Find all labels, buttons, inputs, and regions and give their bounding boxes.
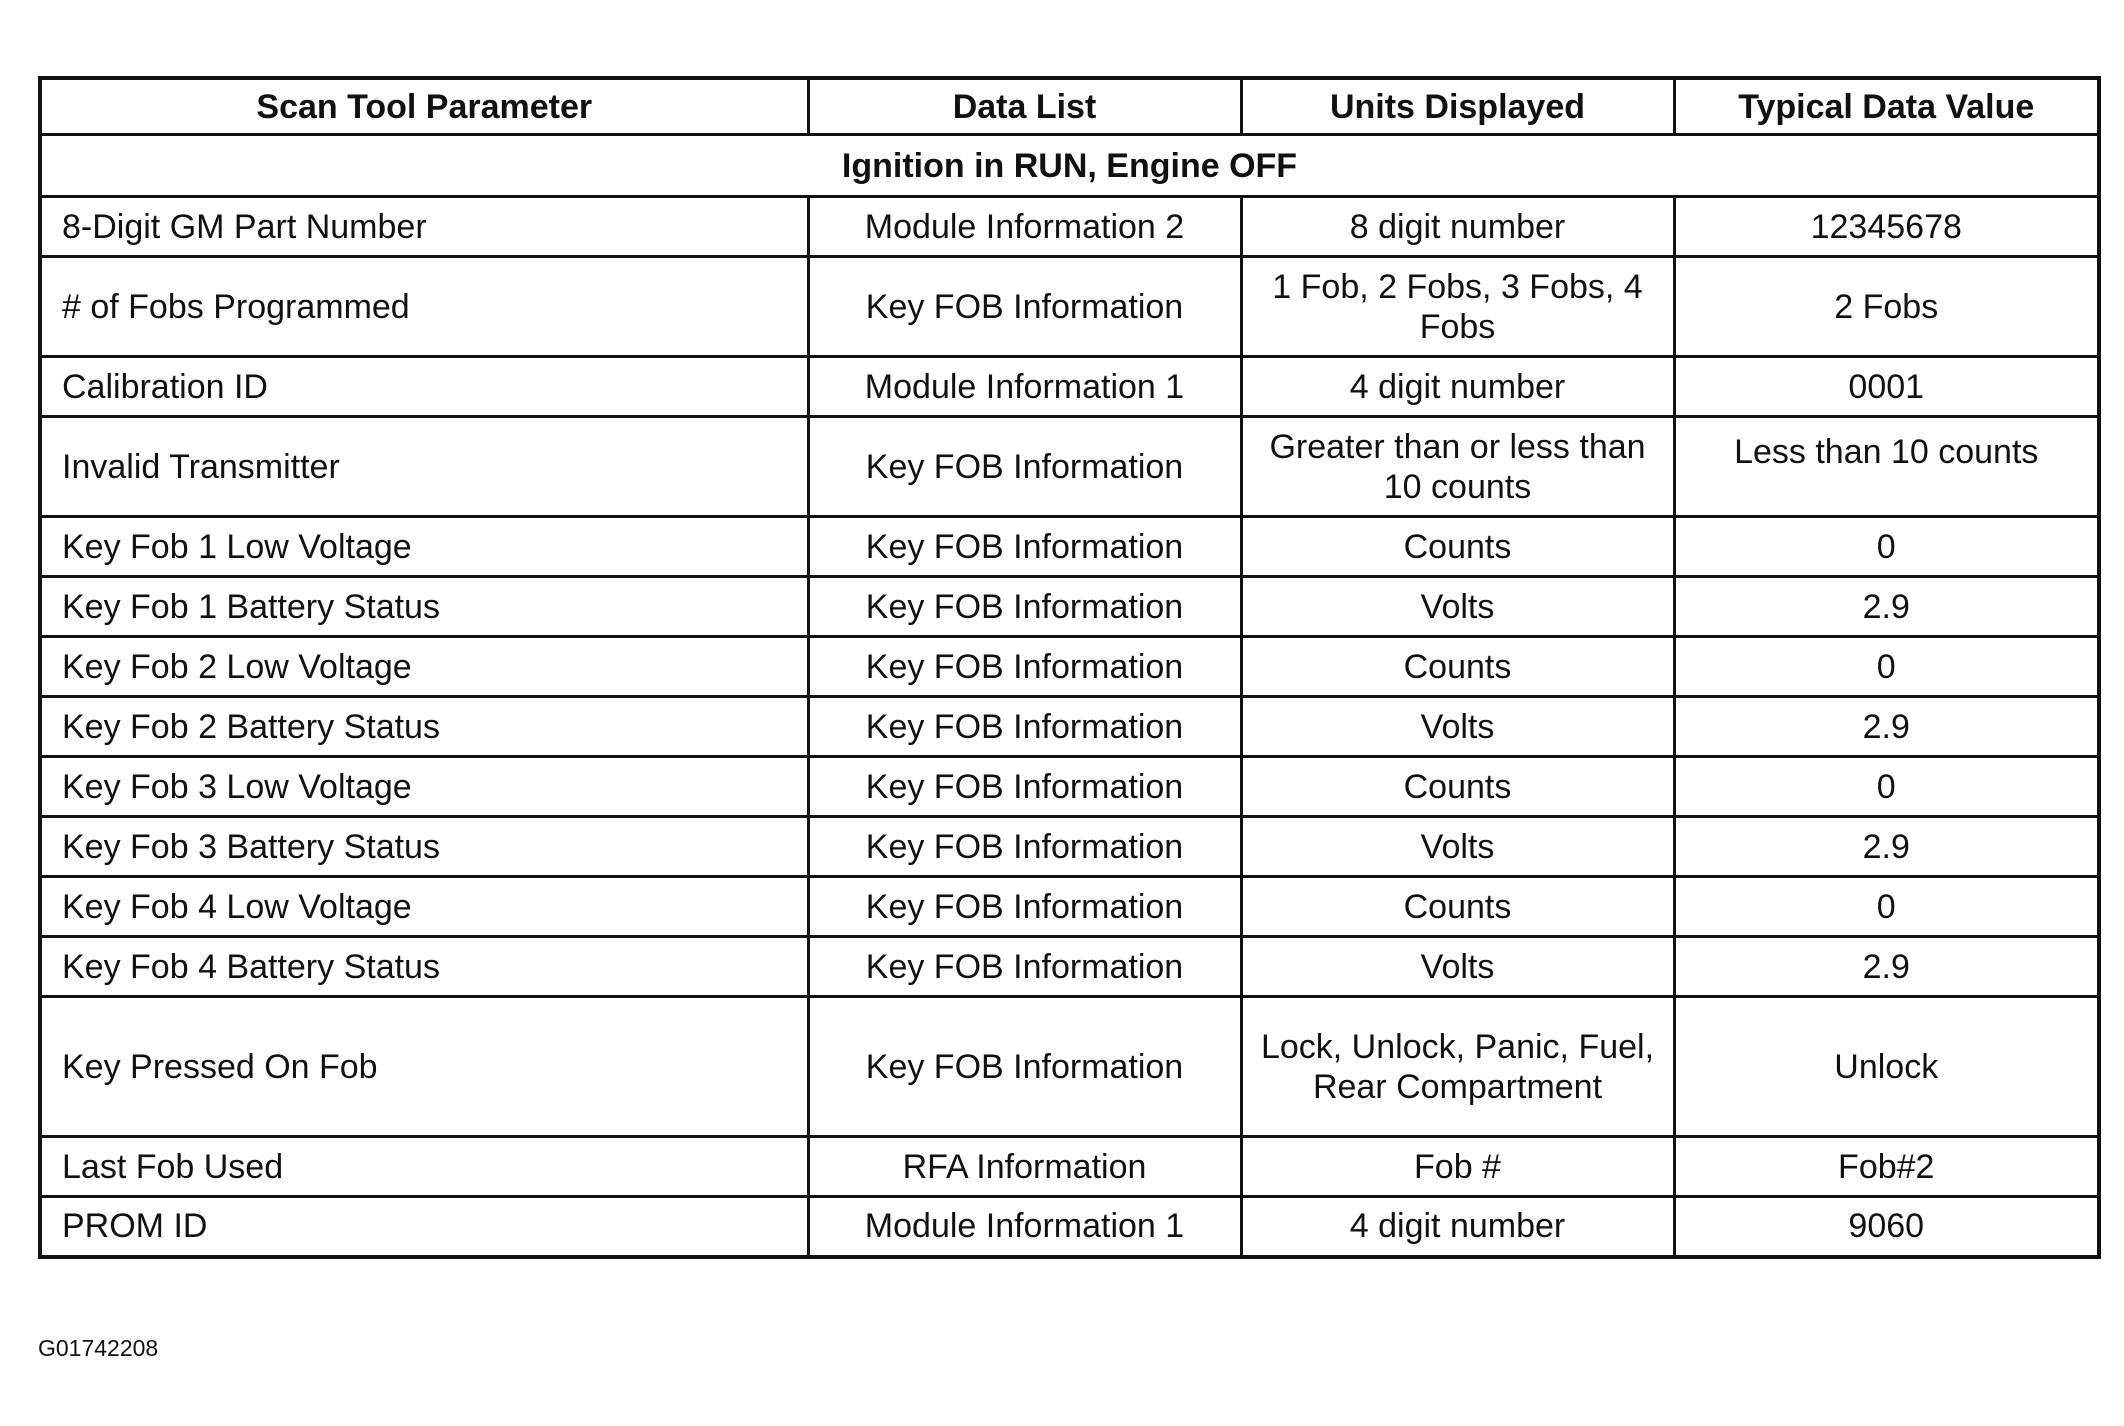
cell-parameter: # of Fobs Programmed [40,257,808,357]
cell-units: 4 digit number [1241,357,1674,417]
cell-typical-value: Unlock [1674,997,2099,1137]
header-typical-data-value: Typical Data Value [1674,78,2099,135]
cell-data-list: Key FOB Information [808,417,1241,517]
cell-units: Greater than or less than 10 counts [1241,417,1674,517]
cell-parameter: Calibration ID [40,357,808,417]
cell-units: 1 Fob, 2 Fobs, 3 Fobs, 4 Fobs [1241,257,1674,357]
cell-typical-value: 0 [1674,877,2099,937]
cell-units: Volts [1241,817,1674,877]
cell-data-list: Key FOB Information [808,997,1241,1137]
cell-units: Counts [1241,757,1674,817]
table-row [40,817,2099,877]
table-row [40,1137,2099,1197]
table-row [40,257,2099,357]
cell-data-list: Key FOB Information [808,637,1241,697]
cell-parameter: Key Fob 1 Battery Status [40,577,808,637]
cell-parameter: Key Fob 2 Battery Status [40,697,808,757]
cell-data-list: Key FOB Information [808,877,1241,937]
cell-parameter: Key Fob 2 Low Voltage [40,637,808,697]
cell-units: Volts [1241,577,1674,637]
table-row [40,357,2099,417]
cell-typical-value: 2 Fobs [1674,257,2099,357]
cell-parameter: Key Fob 3 Battery Status [40,817,808,877]
cell-units: Lock, Unlock, Panic, Fuel, Rear Compartment [1241,997,1674,1137]
cell-parameter: Key Fob 4 Low Voltage [40,877,808,937]
table-row [40,1197,2099,1257]
table-row [40,757,2099,817]
cell-parameter: Key Fob 4 Battery Status [40,937,808,997]
cell-parameter: Last Fob Used [40,1137,808,1197]
cell-data-list: Module Information 1 [808,1197,1241,1257]
table-row [40,417,2099,517]
section-title: Ignition in RUN, Engine OFF [40,135,2099,197]
cell-typical-value: 0001 [1674,357,2099,417]
cell-units: Fob # [1241,1137,1674,1197]
cell-typical-value: Less than 10 counts [1674,417,2099,517]
cell-data-list: Key FOB Information [808,937,1241,997]
table-row [40,517,2099,577]
table-row [40,937,2099,997]
cell-typical-value: 2.9 [1674,937,2099,997]
table-row [40,197,2099,257]
table-row [40,877,2099,937]
header-scan-tool-parameter: Scan Tool Parameter [40,78,808,135]
cell-parameter: 8-Digit GM Part Number [40,197,808,257]
section-row [40,135,2099,197]
table-row [40,697,2099,757]
figure-id-label: G01742208 [38,1335,159,1361]
cell-data-list: Key FOB Information [808,577,1241,637]
cell-data-list: Key FOB Information [808,757,1241,817]
cell-parameter: Key Pressed On Fob [40,997,808,1137]
table-header-row [40,78,2099,135]
table-row [40,997,2099,1137]
cell-units: Counts [1241,877,1674,937]
cell-data-list: Module Information 1 [808,357,1241,417]
cell-data-list: Key FOB Information [808,697,1241,757]
cell-typical-value: 2.9 [1674,697,2099,757]
cell-units: 8 digit number [1241,197,1674,257]
cell-typical-value: 12345678 [1674,197,2099,257]
cell-typical-value: Fob#2 [1674,1137,2099,1197]
cell-units: Volts [1241,937,1674,997]
header-units-displayed: Units Displayed [1241,78,1674,135]
cell-typical-value: 9060 [1674,1197,2099,1257]
cell-parameter: Key Fob 1 Low Voltage [40,517,808,577]
cell-parameter: Key Fob 3 Low Voltage [40,757,808,817]
cell-typical-value: 0 [1674,757,2099,817]
cell-data-list: Key FOB Information [808,517,1241,577]
cell-data-list: Module Information 2 [808,197,1241,257]
table-row [40,637,2099,697]
cell-typical-value: 0 [1674,517,2099,577]
cell-data-list: Key FOB Information [808,257,1241,357]
cell-units: Counts [1241,637,1674,697]
cell-units: Counts [1241,517,1674,577]
header-data-list: Data List [808,78,1241,135]
cell-parameter: Invalid Transmitter [40,417,808,517]
cell-parameter: PROM ID [40,1197,808,1257]
cell-data-list: Key FOB Information [808,817,1241,877]
cell-typical-value: 2.9 [1674,817,2099,877]
scan-tool-data-table [38,76,2101,1259]
cell-units: 4 digit number [1241,1197,1674,1257]
cell-data-list: RFA Information [808,1137,1241,1197]
table-row [40,577,2099,637]
cell-typical-value: 2.9 [1674,577,2099,637]
cell-typical-value: 0 [1674,637,2099,697]
cell-units: Volts [1241,697,1674,757]
